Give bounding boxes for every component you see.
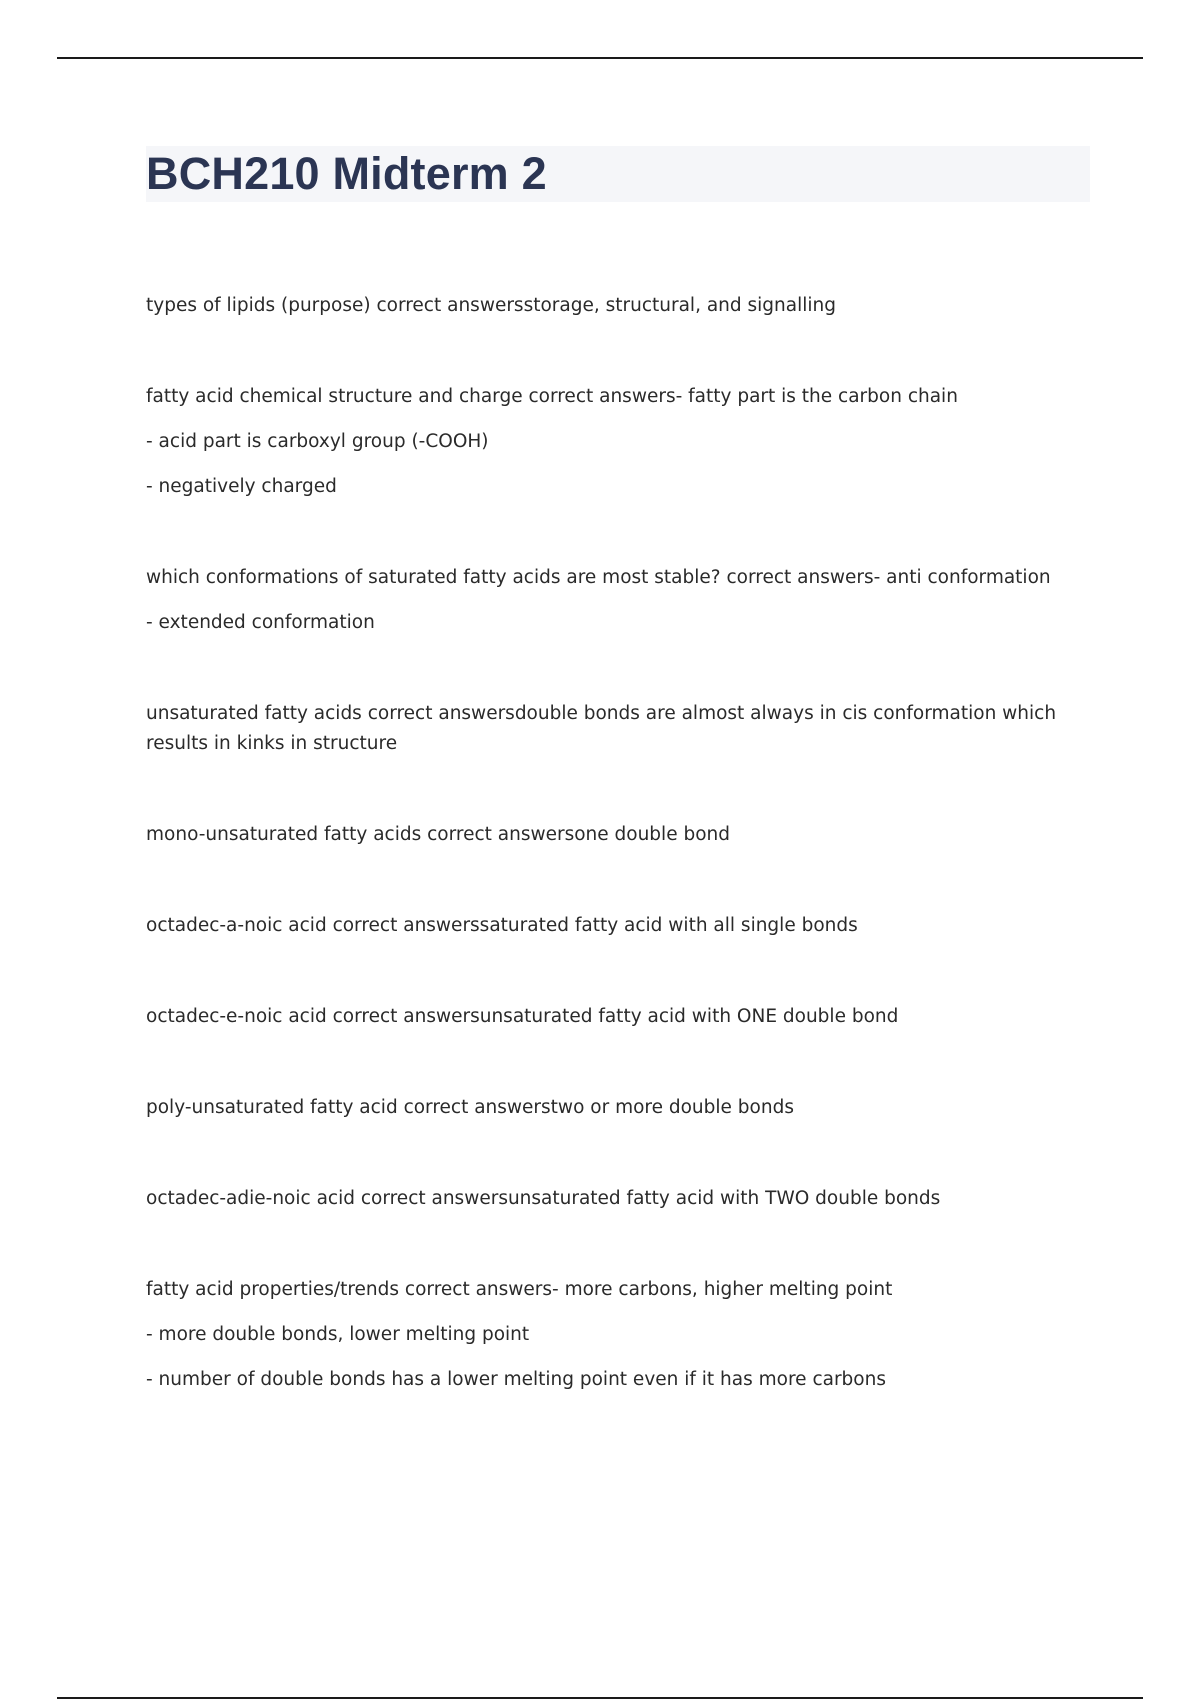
flashcard — [146, 563, 1096, 638]
flashcard-line: mono-unsaturated fatty acids correct answersone double bond — [146, 824, 730, 845]
flashcard — [146, 1093, 1096, 1123]
flashcard-line: - extended conformation — [146, 612, 375, 633]
footer-rule — [57, 1697, 1143, 1699]
flashcard — [146, 699, 1096, 759]
flashcard-line: unsaturated fatty acids correct answersdouble bonds are almost always in cis conformation which results in kinks in structure — [146, 703, 1057, 754]
flashcard-line: octadec-e-noic acid correct answersunsaturated fatty acid with ONE double bond — [146, 1006, 899, 1027]
flashcard-line: fatty acid properties/trends correct answers- more carbons, higher melting point — [146, 1279, 893, 1300]
flashcard-line: poly-unsaturated fatty acid correct answerstwo or more double bonds — [146, 1097, 794, 1118]
flashcard-line: which conformations of saturated fatty acids are most stable? correct answers- anti conformation — [146, 567, 1051, 588]
flashcard-line: - number of double bonds has a lower melting point even if it has more carbons — [146, 1369, 886, 1390]
flashcard — [146, 1002, 1096, 1032]
header-rule — [57, 57, 1143, 59]
page-title: BCH210 Midterm 2 — [146, 148, 547, 199]
flashcard — [146, 1275, 1096, 1395]
flashcard — [146, 291, 1096, 321]
flashcard-line: octadec-adie-noic acid correct answersunsaturated fatty acid with TWO double bonds — [146, 1188, 941, 1209]
flashcard — [146, 820, 1096, 850]
flashcard-line: - negatively charged — [146, 476, 337, 497]
flashcard-line: types of lipids (purpose) correct answersstorage, structural, and signalling — [146, 295, 836, 316]
flashcard-line: octadec-a-noic acid correct answerssaturated fatty acid with all single bonds — [146, 915, 858, 936]
flashcard — [146, 1184, 1096, 1214]
flashcard-line: fatty acid chemical structure and charge correct answers- fatty part is the carbon chain — [146, 386, 958, 407]
flashcard — [146, 382, 1096, 502]
flashcard — [146, 911, 1096, 941]
flashcard-line: - acid part is carboxyl group (-COOH) — [146, 431, 489, 452]
flashcard-line: - more double bonds, lower melting point — [146, 1324, 530, 1345]
